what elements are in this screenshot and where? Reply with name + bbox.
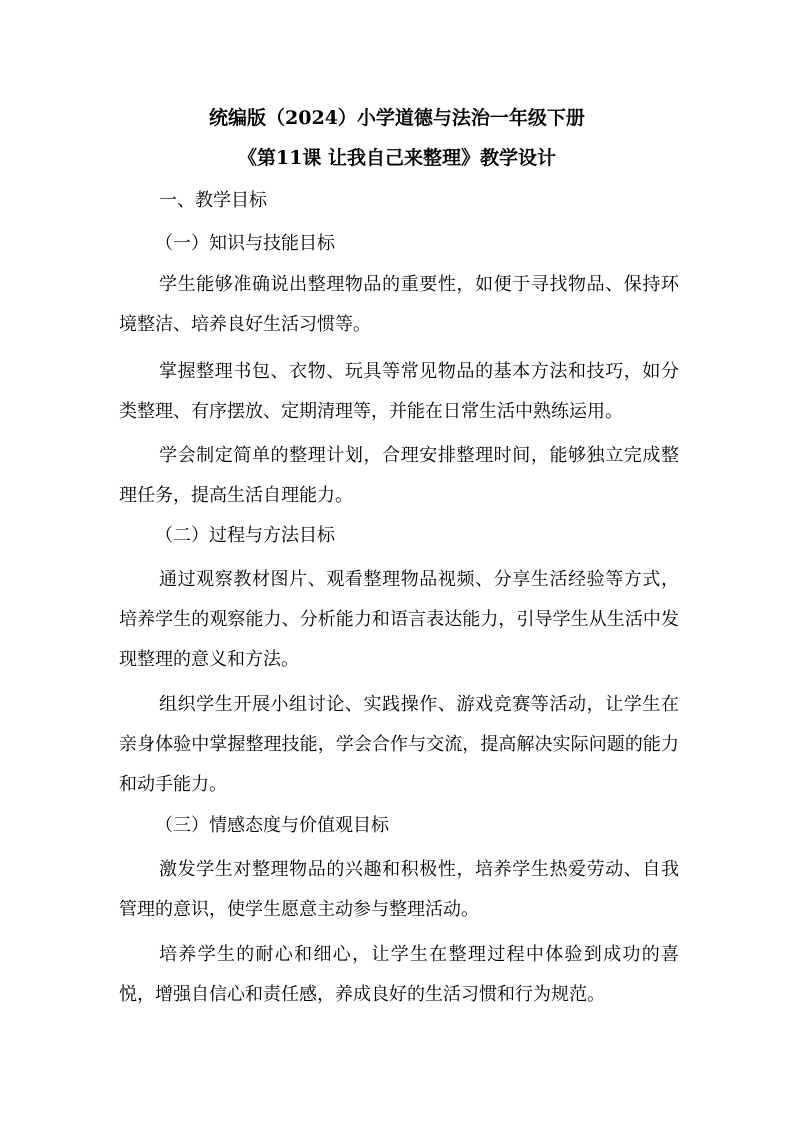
paragraph-process-2: 组织学生开展小组讨论、实践操作、游戏竞赛等活动，让学生在亲身体验中掌握整理技能，学会合作与交流，提高解决实际问题的能力和动手能力。 — [119, 694, 679, 795]
paragraph-emotion-1: 激发学生对整理物品的兴趣和积极性，培养学生热爱劳动、自我管理的意识，使学生愿意主动参与整理活动。 — [119, 859, 679, 920]
paragraph-knowledge-1: 学生能够准确说出整理物品的重要性，如便于寻找物品、保持环境整洁、培养良好生活习惯等。 — [119, 274, 679, 335]
subsection-heading-process: （二）过程与方法目标 — [155, 525, 335, 546]
subsection-heading-emotion: （三）情感态度与价值观目标 — [155, 815, 389, 836]
paragraph-knowledge-2: 掌握整理书包、衣物、玩具等常见物品的基本方法和技巧，如分类整理、有序摆放、定期清理等，并能在日常生活中熟练运用。 — [119, 361, 679, 422]
subsection-heading-knowledge: （一）知识与技能目标 — [155, 233, 335, 254]
section-heading-objectives: 一、教学目标 — [159, 190, 267, 211]
paragraph-process-1: 通过观察教材图片、观看整理物品视频、分享生活经验等方式，培养学生的观察能力、分析能力和语言表达能力，引导学生从生活中发现整理的意义和方法。 — [119, 569, 679, 670]
paragraph-emotion-2: 培养学生的耐心和细心，让学生在整理过程中体验到成功的喜悦，增强自信心和责任感，养成良好的生活习惯和行为规范。 — [119, 944, 679, 1005]
document-title: 统编版（2024）小学道德与法治一年级下册 — [209, 107, 585, 129]
paragraph-knowledge-3: 学会制定简单的整理计划，合理安排整理时间，能够独立完成整理任务，提高生活自理能力。 — [119, 445, 679, 506]
lesson-title: 《第11课 让我自己来整理》教学设计 — [237, 147, 557, 169]
